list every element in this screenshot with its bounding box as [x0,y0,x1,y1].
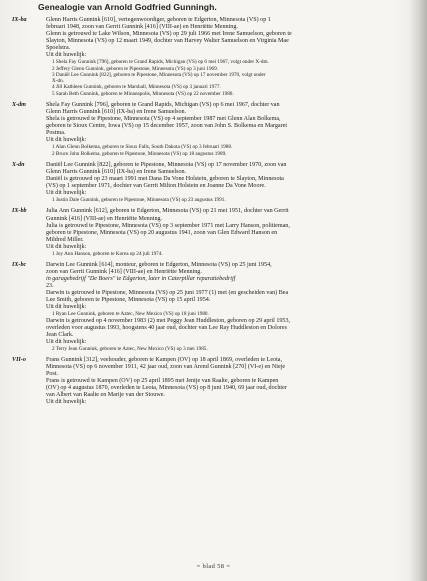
entry-line: Daniël Lee Gunnink [822], geboren te Pipestone, Minnesota (VS) op 17 november 1970, zoon van [46,161,287,168]
entry-line: Uit dit huwelijk: [46,137,87,144]
entry-line: Julia Ann Gunnink [612], geboren te Edgerton, Minnesota (VS) op 21 mei 1951, dochter van Gerrit [46,208,289,215]
entry-line: Lee Smith, geboren te Pipestone, Minnesota (VS) op 15 april 1954. [46,297,211,304]
generation-code: IX-bb [12,208,27,215]
child-line: X-dn. [52,78,64,85]
children-list [52,197,412,203]
child-line: 1 Justin Dale Gunnink, geboren te Pipestone, Minnesota (VS) op 23 augustus 1991. [52,197,226,204]
genealogy-entry [12,208,412,257]
child-line: 1 Joy Ann Hanson, geboren te Korea op 24 juli 1974. [52,250,163,257]
entry-line: Glenn is getrouwd te Lake Wilson, Minnesota (VS) op 29 juli 1966 met Irene Samuelson, geboren te [46,31,292,38]
child-line: 1 Alan Glenn Bolkema, geboren te Sioux Falls, South Dakota (VS) op 3 februari 1988. [52,144,233,151]
child-line: 1 Shela Fay Gunnink [796], geboren te Grand Rapids, Michigan (VS) op 6 mei 1967, volgt onder X-dm. [52,59,269,66]
entries-container [12,17,412,411]
entry-line: Uit dit huwelijk: [46,243,87,250]
children-list [52,346,412,352]
entry-line: Glenn Harris Gunnink [610] (IX-ba) en Irene Samuelson. [46,168,187,175]
entry-line: Postma. [46,130,66,137]
entry-line: Glenn Harris Gunnink [610] (IX-ba) en Irene Samuelson. [46,109,187,116]
entry-line: in garagebedrijf "De Boers" te Edgerton, later in Caterpillar reparatiebedrijf [46,276,236,283]
entry-line: (VS) op 1 september 1971, dochter van Gerrit Milton Holstein en Joanne Da Vone Moore. [46,183,266,190]
genealogy-entry [12,17,412,97]
child-line: 5 Sarah Beth Gunnink, geboren te Minneapolis, Minnesota (VS) op 22 november 1980. [52,90,234,97]
entry-line: Slayton, Minnesota (VS) op 12 maart 1949, dochter van Harvey Walter Samuelson en Virginia Mae [46,38,289,45]
entry-line: Darwin Lee Gunnink [614], monteur, geboren te Edgerton, Minnesota (VS) op 25 juni 1954, [46,262,272,269]
generation-code: IX-ba [12,17,27,23]
entry-line: (OV) op 4 augustus 1870, overleden te Leota, Minnesota (VS) op 8 juni 1940, 69 jaar oud, dochter [46,385,287,392]
children-list [52,144,412,157]
entry-line: geboren te Sioux Centre, Iowa (VS) op 15 december 1957, zoon van John S. Bolkema en Margaret [46,123,288,130]
genealogy-entry [12,357,412,406]
generation-code: X-dn [12,161,25,168]
entry-line: Darwin is getrouwd te Pipestone, Minnesota (VS) op 25 juni 1977 (1) met (en gescheiden van) Bea [46,290,289,297]
child-line: 2 Bruce John Bolkema, geboren te Pipestone, Minnesota (VS) op 18 augustus 1989. [52,150,227,157]
entry-line: zoon van Gerrit Gunnink [416] (VIII-ae) en Henriëtte Menning. [46,269,202,276]
entry-line: 23. [46,283,54,290]
genealogy-entry [12,162,412,204]
child-line: 3 Daniël Lee Gunnink [822], geboren te Pipestone, Minnesota (VS) op 17 november 1970, volgt onder [52,71,266,78]
generation-code: IX-bc [12,262,27,269]
child-line: 2 Jeffery Glenn Gunnink, geboren te Pipestone, Minnesota (VS) op 3 juni 1969. [52,65,219,72]
child-line: 1 Ryan Lee Gunnink, geboren te Aztec, New Mexico (VS) op 18 juni 1980. [52,311,209,318]
entry-line: Jean Clark. [46,331,74,338]
children-list [52,251,412,257]
entry-line: Frans is getrouwd te Kampen (OV) op 25 april 1895 met Jentje van Raalte, geboren te Kampen [46,378,279,385]
page-header: Genealogie van Arnold Godfried Gunningh. [38,2,217,12]
genealogy-entry [12,262,412,352]
entry-line: Uit dit huwelijk: [46,304,87,311]
entry-line: Shela is getrouwd te Pipestone, Minnesota (VS) op 4 september 1987 met Glenn Alan Bolkema, [46,116,281,123]
child-line: 2 Terry Jean Gunnink, geboren te Aztec, New Mexico (VS) op 3 mei 1985. [52,345,208,352]
entry-line: Gunnink [416] (VIII-ae) en Henriëtte Menning. [46,215,163,222]
entry-line: Uit dit huwelijk: [46,338,87,345]
entry-line: februari 1948, zoon van Gerrit Gunnink [416] (VIII-ae) en Henriëtte Menning. [46,24,238,31]
entry-line: overleden voor augustus 1993, hoogstens 40 jaar oud, dochter van Lee Ray Huddleston en Dolores [46,324,287,331]
generation-code: X-dm [12,102,26,109]
generation-code: VII-o [12,357,26,364]
entry-line: Glenn Harris Gunnink [610], vertegenwoordiger, geboren te Edgerton, Minnesota (VS) op 1 [46,17,271,23]
genealogy-entry [12,102,412,157]
child-line: 4 Jill Kathleen Gunnink, geboren te Marshall, Minnesota (VS) op 3 januari 1977. [52,84,221,91]
entry-line: Uit dit huwelijk: [46,52,87,59]
entry-line: Uit dit huwelijk: [46,399,87,406]
entry-line: Shela Fay Gunnink [796], geboren te Grand Rapids, Michigan (VS) op 6 mei 1967, dochter van [46,102,280,109]
entry-line: van Albert van Raalte en Marije van der Stouwe. [46,392,165,399]
entry-line: Frans Gunnink [312], veehouder, geboren te Kampen (OV) op 18 april 1869, overleden te Leota, [46,357,282,364]
entry-line: Julia is getrouwd te Pipestone, Minnesota (VS) op 3 september 1971 met Larry Hanson, politieman, [46,222,290,229]
entry-line: Post. [46,371,59,378]
entry-line: Uit dit huwelijk: [46,190,87,197]
entry-line: Minnesota (VS) op 6 november 1911, 42 jaar oud, zoon van Arend Gunnink [270] (VI-e) en Nieje [46,364,286,371]
page-number-footer: = blad 58 = [196,563,231,570]
children-list [52,59,412,97]
book-spine-shadow [409,0,427,581]
entry-line: Mildred Miller. [46,236,84,243]
entry-line: Darwin is getrouwd op 4 november 1983 (2) met Peggy Jean Huddleston, geboren op 29 april 1953, [46,317,291,324]
entry-line: Spoelstra. [46,45,71,52]
entry-line: geboren te Pipestone, Minnesota (VS) op 20 augustus 1941, zoon van Glen Edward Hanson en [46,229,278,236]
entry-line: Daniël is getrouwd op 23 maart 1991 met Dana Da Vone Holstein, geboren te Slayton, Minnesota [46,176,284,183]
